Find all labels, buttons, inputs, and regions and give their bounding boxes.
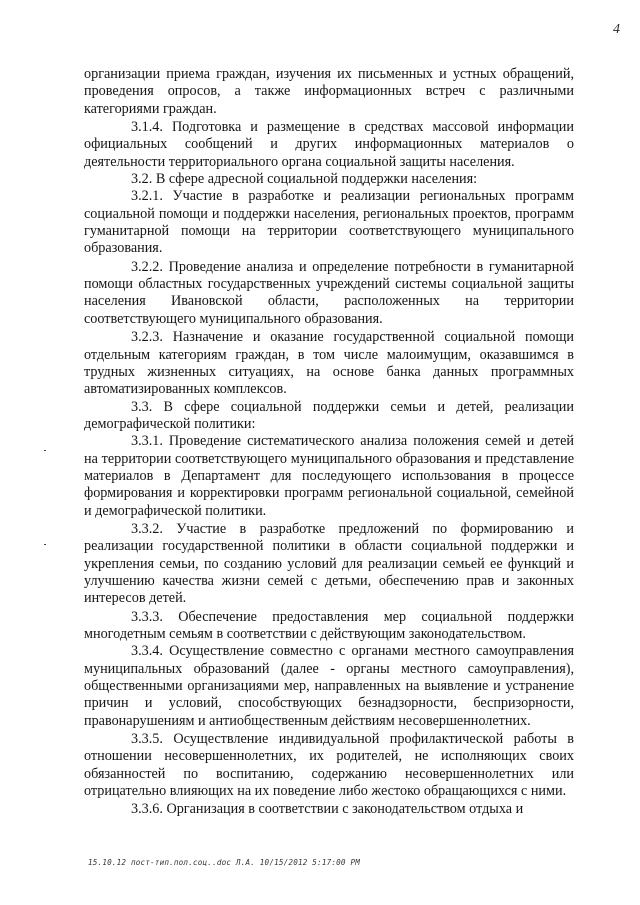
paragraph-3-3-3: 3.3.3. Обеспечение предоставления мер социальной поддержки многодетным семьям в соответствии с действующим законодательством.: [84, 608, 574, 642]
page-number: 4: [613, 22, 620, 37]
paragraph-3-3: 3.3. В сфере социальной поддержки семьи и детей, реализации демографической политики:: [84, 398, 574, 432]
document-body: [84, 66, 574, 819]
paragraph-3-2-3: 3.2.3. Назначение и оказание государственной социальной помощи отдельным категориям граждан, в том числе малоимущим, оказавшимся в трудных жизненных ситуациях, на основе банка данных программных автоматизированных комплексов.: [84, 329, 574, 398]
paragraph-3-2: 3.2. В сфере адресной социальной поддержки населения:: [131, 171, 478, 188]
paragraph-3-3-5: 3.3.5. Осуществление индивидуальной профилактической работы в отношении несовершеннолетних, их родителей, не исполняющих своих обязанностей по воспитанию, содержанию несовершеннолетних или отрицательно влияющих на их поведение либо жестоко обращающихся с ними.: [84, 731, 574, 800]
margin-scan-mark: [44, 544, 46, 545]
paragraph-3-1-4: 3.1.4. Подготовка и размещение в средствах массовой информации официальных сообщений и других информационных материалов о деятельности территориального органа социальной защиты населения.: [84, 119, 574, 170]
paragraph-3-3-2: 3.3.2. Участие в разработке предложений по формированию и реализации государственной политики в области социальной поддержки и укрепления семьи, по созданию условий для реализации семьей ее функций и улучшению качества жизни семей с детьми, обеспечению прав и законных интересов детей.: [84, 520, 574, 607]
document-footer: 15.10.12 пост-тип.пол.соц..doc Л.А. 10/15/2012 5:17:00 PM: [88, 858, 360, 867]
paragraph-3-3-1: 3.3.1. Проведение систематического анализа положения семей и детей на территории соответствующего муниципального образования и представление материалов в Департамент для последующего использования в процессе формирования и корректировки программ региональной социальной, семейной и демографической политики.: [84, 433, 574, 519]
paragraph-3-1-3-continued: организации приема граждан, изучения их письменных и устных обращений, проведения опросов, а также информационных встреч с различными категориями граждан.: [84, 66, 574, 117]
paragraph-3-3-6: 3.3.6. Организация в соответствии с законодательством отдыха и: [131, 801, 524, 818]
paragraph-3-3-4: 3.3.4. Осуществление совместно с органами местного самоуправления муниципальных образований (далее - органы местного самоуправления), общественными организациями мер, направленных на выявление и устранение причин и условий, способствующих безнадзорности, беспризорности, правонарушениям и антиобщественным действиям несовершеннолетних.: [84, 643, 574, 729]
paragraph-3-2-1: 3.2.1. Участие в разработке и реализации региональных программ социальной помощи и поддержки населения, региональных проектов, программ гуманитарной помощи на территории соответствующего муниципального образования.: [84, 188, 574, 257]
paragraph-3-2-2: 3.2.2. Проведение анализа и определение потребности в гуманитарной помощи областных государственных учреждений системы социальной защиты населения Ивановской области, расположенных на территории соответствующего муниципального образования.: [84, 258, 574, 327]
margin-scan-mark: [44, 450, 46, 451]
